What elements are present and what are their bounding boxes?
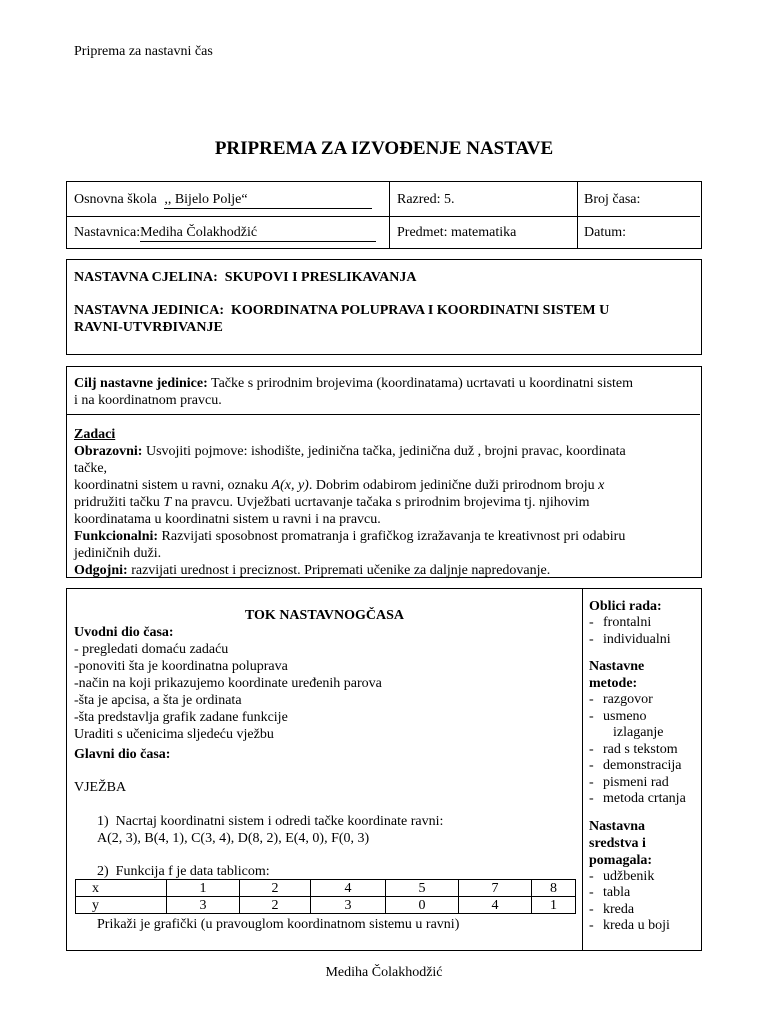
task-1-text: Nacrtaj koordinatni sistem i odredi tačke koordinate ravni: (115, 814, 444, 829)
obrazovni-text-3b: . Dobrim odabirom jedinične duži prirodnom broju (308, 478, 599, 493)
obrazovni-text-3a: koordinatni sistem u ravni, oznaku (74, 478, 272, 493)
table-cell: 1 (167, 880, 240, 897)
odgojni-text: razvijati urednost i preciznost. Pripremati učenike za daljnje napredovanje. (127, 563, 551, 578)
list-item: - metoda crtanja (589, 791, 695, 808)
table-cell: 3 (167, 897, 240, 914)
variable-x: x (598, 478, 605, 493)
cilj-block (74, 375, 694, 409)
glavni-label: Glavni dio časa: (74, 747, 171, 762)
metode-list (589, 692, 695, 808)
obrazovni-line-1 (74, 443, 696, 460)
obrazovni-label: Obrazovni: (74, 444, 143, 459)
jedinica-label: NASTAVNA JEDINICA: (74, 303, 225, 318)
table-row-y (76, 897, 576, 914)
document-title: PRIPREMA ZA IZVOĐENJE NASTAVE (214, 138, 554, 159)
task-2-instruction: Prikaži je grafički (u pravouglom koordinatnom sistemu u ravni) (97, 917, 460, 932)
table-cell: 5 (386, 880, 459, 897)
tok-box (66, 588, 702, 951)
obrazovni-text-1: Usvojiti pojmove: ishodište, jedinična tačka, jedinična duž , brojni pravac, koordinata (145, 444, 626, 459)
zadaci-block (74, 426, 696, 579)
table-cell: 0 (386, 897, 459, 914)
table-cell: 2 (240, 897, 311, 914)
side-panel (589, 598, 695, 935)
function-table (75, 879, 576, 914)
uvodni-item: -šta je apcisa, a šta je ordinata (74, 693, 242, 708)
table-cell: 4 (459, 897, 532, 914)
goals-box (66, 366, 702, 578)
funkcionalni-text-1: Razvijati sposobnost promatranja i grafičkog izražavanja te kreativnost pri odabiru (158, 529, 626, 544)
uvodni-item: -šta predstavlja grafik zadane funkcije (74, 710, 288, 725)
teacher-cell (74, 224, 376, 242)
metode-label-1: Nastavne (589, 659, 645, 674)
table-cell: 1 (532, 897, 576, 914)
obrazovni-text-4b: na pravcu. Uvježbati ucrtavanje tačaka s prirodnim brojevima tj. njihovim (171, 495, 590, 510)
school-value: ,, Bijelo Polje“ (164, 191, 372, 209)
list-item: - kreda u boji (589, 918, 695, 935)
list-item: - rad s tekstom (589, 742, 695, 759)
info-table (66, 181, 702, 249)
subject-cell: Predmet: matematika (397, 225, 517, 240)
oblici-label: Oblici rada: (589, 599, 662, 614)
tok-heading: TOK NASTAVNOGČASA (244, 608, 405, 623)
lesson-number-cell: Broj časa: (584, 192, 641, 207)
task-2-text: Funkcija f je data tablicom: (115, 864, 270, 879)
list-item: - udžbenik (589, 869, 695, 886)
jedinica-value-2: RAVNI-UTVRĐIVANJE (74, 320, 223, 335)
grade-cell: Razred: 5. (397, 192, 455, 207)
obrazovni-line-2: tačke, (74, 461, 108, 476)
list-item: - pismeni rad (589, 775, 695, 792)
odgojni-line (74, 562, 696, 579)
cilj-label: Cilj nastavne jedinice: (74, 376, 208, 391)
table-cell: 4 (311, 880, 386, 897)
cjelina-label: NASTAVNA CJELINA: (74, 270, 218, 285)
funkcionalni-line-1 (74, 528, 696, 545)
funkcionalni-label: Funkcionalni: (74, 529, 159, 544)
date-cell: Datum: (584, 225, 626, 240)
uvodni-list (74, 641, 574, 743)
metode-label (589, 658, 695, 692)
obrazovni-text-4a: pridružiti tačku (74, 495, 164, 510)
school-cell (74, 191, 372, 209)
vjezba-heading: VJEŽBA (74, 780, 127, 795)
task-1 (97, 813, 443, 830)
cjelina-line (74, 269, 416, 286)
cjelina-value: SKUPOVI I PRESLIKAVANJA (224, 270, 417, 285)
table-cell: 8 (532, 880, 576, 897)
page-header: Priprema za nastavni čas (74, 44, 213, 59)
list-item: - tabla (589, 885, 695, 902)
school-label: Osnovna škola (74, 192, 157, 207)
point-notation: A(x, y) (271, 478, 309, 493)
sredstva-list (589, 869, 695, 935)
zadaci-heading: Zadaci (74, 427, 116, 442)
point-T: T (163, 495, 172, 510)
list-item: - razgovor (589, 692, 695, 709)
obrazovni-line-3 (74, 477, 696, 494)
list-item: - usmeno (589, 709, 695, 726)
table-row-x (76, 880, 576, 897)
list-item-continuation: izlaganje (613, 725, 664, 740)
obrazovni-line-5: koordinatama u koordinatni sistem u ravni i na pravcu. (74, 512, 381, 527)
task-1-points: A(2, 3), B(4, 1), C(3, 4), D(8, 2), E(4, 0), F(0, 3) (97, 831, 370, 846)
metode-label-2: metode: (589, 676, 638, 691)
jedinica-block (74, 302, 694, 336)
table-cell: 7 (459, 880, 532, 897)
sredstva-label-3: pomagala: (589, 852, 652, 868)
list-item: - kreda (589, 902, 695, 919)
jedinica-value-1: KOORDINATNA POLUPRAVA I KOORDINATNI SISTEM U (231, 303, 610, 318)
obrazovni-line-4 (74, 494, 696, 511)
list-item: - frontalni (589, 615, 695, 632)
unit-box (66, 259, 702, 355)
teacher-label: Nastavnica: (74, 225, 141, 240)
page-footer: Mediha Čolakhodžić (325, 965, 443, 980)
sredstva-label-2: sredstva i (589, 835, 646, 851)
uvodni-item: Uraditi s učenicima sljedeću vježbu (74, 727, 274, 742)
uvodni-item: -način na koji prikazujemo koordinate uređenih parova (74, 676, 382, 691)
oblici-list (589, 615, 695, 648)
funkcionalni-line-2: jediničnih duži. (74, 546, 162, 561)
teacher-value: Mediha Čolakhodžić (140, 224, 376, 242)
table-cell: x (76, 880, 167, 897)
list-item: - individualni (589, 632, 695, 649)
list-item: - demonstracija (589, 758, 695, 775)
cilj-text-1: Tačke s prirodnim brojevima (koordinatama) ucrtavati u koordinatni sistem (211, 376, 634, 391)
sredstva-label-1: Nastavna (589, 818, 646, 834)
uvodni-label: Uvodni dio časa: (74, 625, 174, 640)
uvodni-item: - pregledati domaću zadaću (74, 642, 229, 657)
task-2-number: 2) (97, 864, 109, 879)
task-1-number: 1) (97, 814, 109, 829)
uvodni-item: -ponoviti šta je koordinatna poluprava (74, 659, 288, 674)
table-cell: y (76, 897, 167, 914)
sredstva-label (589, 818, 695, 869)
table-cell: 2 (240, 880, 311, 897)
cilj-text-2: i na koordinatnom pravcu. (74, 393, 222, 408)
odgojni-label: Odgojni: (74, 563, 128, 578)
table-cell: 3 (311, 897, 386, 914)
task-2 (97, 863, 270, 880)
